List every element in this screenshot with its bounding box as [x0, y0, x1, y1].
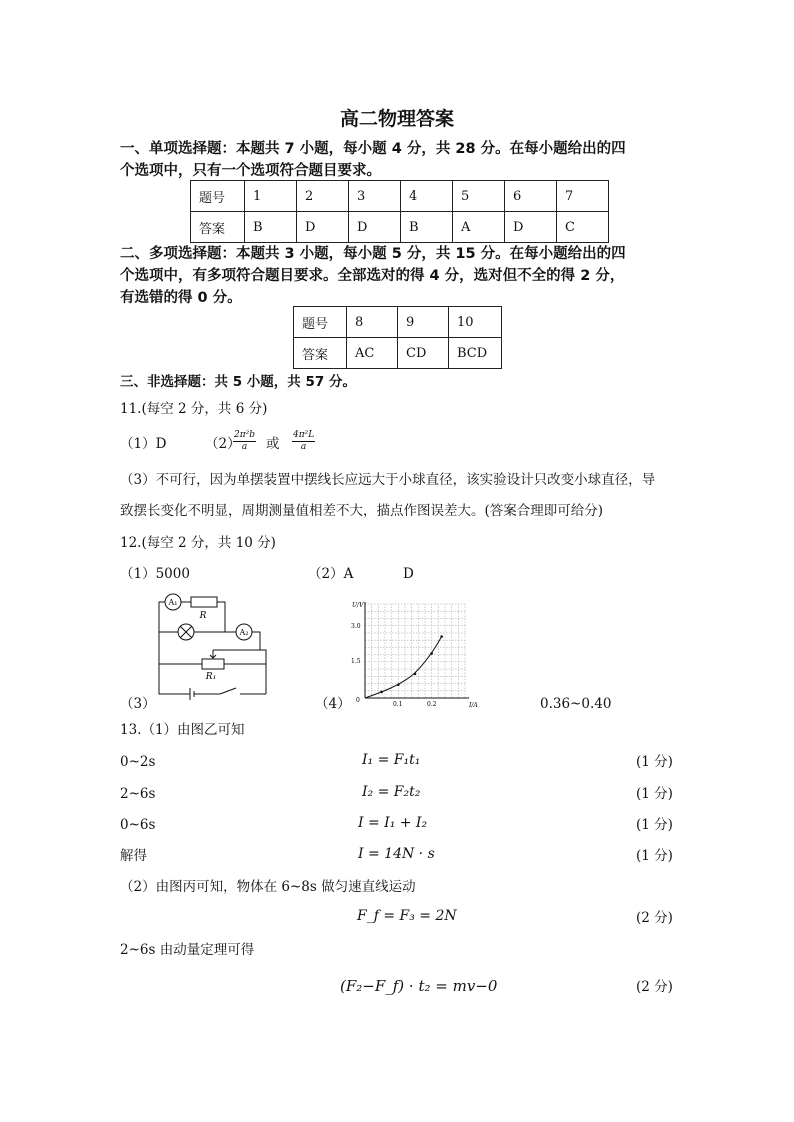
cell: D: [297, 212, 349, 243]
q13-eq-i2: I₂ = F₂t₂: [362, 784, 421, 800]
section3-line1: 三、非选择题：共 5 小题，共 57 分。: [120, 374, 356, 390]
cell: C: [557, 212, 609, 243]
q13-eq-friction: F_f = F₃ = 2N: [357, 908, 457, 924]
ammeter-a2-label: A₂: [239, 628, 249, 637]
resistor-r-label: R: [199, 611, 207, 621]
q11-or: 或: [266, 436, 280, 452]
cell: 6: [505, 181, 557, 212]
section1-line2: 个选项中，只有一个选项符合题目要求。: [120, 163, 381, 179]
table-row: [294, 338, 502, 369]
q11-fraction-2: [292, 430, 315, 453]
q13-head: 13.（1）由图乙可知: [120, 722, 245, 738]
ui-curve: [365, 637, 442, 698]
q12-part1: （1）5000: [120, 566, 190, 582]
q13-eq-result: I = 14N · s: [358, 846, 435, 862]
frac2-numerator: 4π²L: [293, 430, 315, 440]
frac1-denominator: a: [241, 442, 248, 452]
table-row: [191, 181, 609, 212]
table-row: [294, 307, 502, 338]
q13-score: (1 分): [636, 848, 673, 864]
q12-part2: （2）A: [308, 566, 354, 582]
y-tick-1.5: 1.5: [351, 658, 361, 665]
cell: AC: [347, 338, 398, 369]
q11-fraction-1: [233, 430, 256, 453]
data-point: [397, 683, 400, 686]
cell: A: [453, 212, 505, 243]
q13-eq-momentum: (F₂−F_f) · t₂ = mv−0: [340, 977, 498, 995]
cell: CD: [398, 338, 449, 369]
q11-part3-line1: （3）不可行，因为单摆装置中摆线长应远大于小球直径，该实验设计只改变小球直径，导: [120, 472, 656, 488]
q13-row-label: 0~6s: [120, 817, 156, 833]
frac1-numerator: 2π²b: [234, 430, 256, 440]
q11-head: 11.(每空 2 分，共 6 分): [120, 401, 268, 417]
cell: 3: [349, 181, 401, 212]
cell: 10: [449, 307, 502, 338]
row-label-num: 题号: [191, 181, 245, 212]
q12-part3-label: （3）: [120, 696, 156, 712]
y-axis-label: U/V: [352, 602, 364, 609]
q13-part3: 2~6s 由动量定理可得: [120, 942, 255, 958]
origin-label: 0: [356, 697, 360, 704]
row-label-answer: 答案: [294, 338, 347, 369]
section2-line3: 有选错的得 0 分。: [120, 290, 242, 306]
q13-eq-i1: I₁ = F₁t₁: [362, 752, 421, 768]
cell: D: [349, 212, 401, 243]
q13-score: (1 分): [636, 754, 673, 770]
q13-score: (2 分): [636, 979, 673, 995]
q11-part3-line2: 致摆长变化不明显，周期测量值相差不大，描点作图误差大。(答案合理即可给分): [120, 503, 604, 519]
q13-row-label: 2~6s: [120, 786, 156, 802]
circuit-diagram: [150, 588, 275, 700]
x-tick-0.2: 0.2: [427, 701, 437, 708]
q12-part2b: D: [403, 566, 414, 582]
q13-score: (1 分): [636, 786, 673, 802]
cell: 8: [347, 307, 398, 338]
ammeter-a1-label: A₁: [168, 598, 178, 607]
page-title: 高二物理答案: [339, 108, 454, 130]
section2-line2: 个选项中，有多项符合题目要求。全部选对的得 4 分，选对但不全的得 2 分，: [120, 268, 625, 284]
q12-range: 0.36~0.40: [540, 696, 612, 712]
cell: 9: [398, 307, 449, 338]
q13-score: (1 分): [636, 817, 673, 833]
ui-graph: [345, 598, 485, 712]
cell: B: [401, 212, 453, 243]
q12-head: 12.(每空 2 分，共 10 分): [120, 535, 276, 551]
row-label-answer: 答案: [191, 212, 245, 243]
cell: BCD: [449, 338, 502, 369]
q13-score: (2 分): [636, 910, 673, 926]
q13-row-label: 0~2s: [120, 754, 156, 770]
data-point: [380, 691, 383, 694]
cell: 1: [245, 181, 297, 212]
q13-part2: （2）由图丙可知，物体在 6~8s 做匀速直线运动: [120, 879, 416, 895]
row-label-num: 题号: [294, 307, 347, 338]
frac2-denominator: a: [300, 442, 307, 452]
section2-line1: 二、多项选择题：本题共 3 小题，每小题 5 分，共 15 分。在每小题给出的四: [120, 246, 626, 262]
y-tick-3.0: 3.0: [351, 623, 361, 630]
x-axis-label: I/A: [469, 702, 478, 709]
answer-table-single: [190, 180, 609, 243]
cell: 7: [557, 181, 609, 212]
cell: D: [505, 212, 557, 243]
table-row: [191, 212, 609, 243]
q11-part1: （1）D: [120, 436, 167, 452]
data-point: [414, 673, 417, 676]
data-point: [440, 635, 443, 638]
cell: 2: [297, 181, 349, 212]
data-point: [430, 652, 433, 655]
q13-eq-sum: I = I₁ + I₂: [358, 815, 428, 831]
cell: B: [245, 212, 297, 243]
q12-part4-label: （4）: [315, 696, 351, 712]
section1-line1: 一、单项选择题：本题共 7 小题，每小题 4 分，共 28 分。在每小题给出的四: [120, 141, 626, 157]
cell: 5: [453, 181, 505, 212]
rheostat-r1-label: R₁: [205, 672, 217, 682]
x-tick-0.1: 0.1: [393, 701, 403, 708]
q11-part2-label: （2）: [205, 436, 241, 452]
q13-row-label: 解得: [120, 848, 147, 864]
cell: 4: [401, 181, 453, 212]
answer-table-multi: [293, 306, 502, 369]
